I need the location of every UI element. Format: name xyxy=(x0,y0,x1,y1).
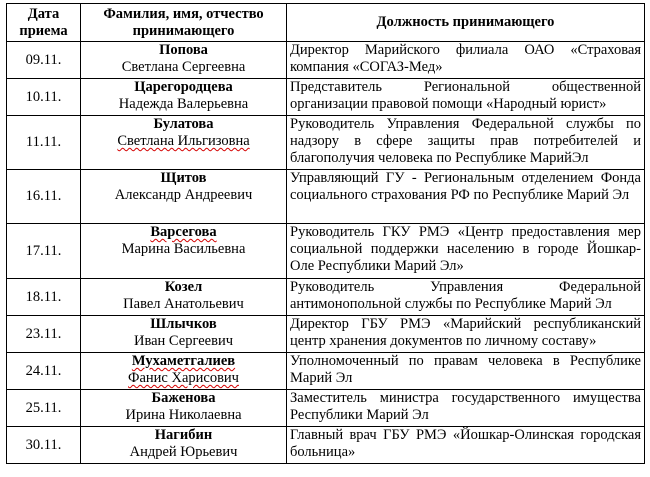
reception-date: 11.11. xyxy=(7,116,81,170)
table-header-row xyxy=(7,4,645,42)
receiver-name-cell xyxy=(81,316,287,353)
table-row xyxy=(7,79,645,116)
header-name: Фамилия, имя, отчество принимающего xyxy=(81,4,287,42)
reception-date: 10.11. xyxy=(7,79,81,116)
header-date: Дата приема xyxy=(7,4,81,42)
receiver-position: Управляющий ГУ - Региональным отделением Фонда социального страхования РФ по Республике Марий Эл xyxy=(287,170,645,224)
receiver-given-names: Андрей Юрьевич xyxy=(129,444,238,460)
table-row xyxy=(7,316,645,353)
header-position: Должность принимающего xyxy=(287,4,645,42)
receiver-position: Руководитель ГКУ РМЭ «Центр предоставления мер социальной поддержки населению в городе Йошкар-Оле Республики Марий Эл» xyxy=(287,224,645,279)
receiver-position: Главный врач ГБУ РМЭ «Йошкар-Олинская городская больница» xyxy=(287,427,645,464)
reception-date: 16.11. xyxy=(7,170,81,224)
document-page xyxy=(6,3,644,464)
receiver-name-cell xyxy=(81,224,287,279)
receiver-surname: Мухаметгалиев xyxy=(131,353,236,369)
receiver-given-names: Павел Анатольевич xyxy=(123,296,244,312)
receiver-surname: Шлычков xyxy=(150,316,217,332)
receiver-position: Заместитель министра государственного имущества Республики Марий Эл xyxy=(287,390,645,427)
receiver-given-names: Надежда Валерьевна xyxy=(118,96,249,112)
receiver-surname: Нагибин xyxy=(154,427,213,443)
table-row xyxy=(7,42,645,79)
receiver-position: Директор ГБУ РМЭ «Марийский республиканский центр хранения документов по личному составу» xyxy=(287,316,645,353)
receiver-surname: Щитов xyxy=(160,170,207,186)
reception-date: 30.11. xyxy=(7,427,81,464)
receiver-surname: Попова xyxy=(159,42,208,58)
receiver-given-names: Светлана Ильгизовна xyxy=(117,133,250,149)
reception-date: 18.11. xyxy=(7,279,81,316)
receiver-surname: Баженова xyxy=(151,390,216,406)
receiver-position: Директор Марийского филиала ОАО «Страховая компания «СОГАЗ-Мед» xyxy=(287,42,645,79)
reception-schedule-table xyxy=(6,3,645,464)
receiver-name-cell xyxy=(81,279,287,316)
table-row xyxy=(7,279,645,316)
receiver-name-cell xyxy=(81,353,287,390)
receiver-given-names: Фанис Харисович xyxy=(128,370,239,386)
receiver-given-names: Александр Андреевич xyxy=(114,187,253,203)
receiver-given-names: Марина Васильевна xyxy=(121,241,246,257)
receiver-given-names: Светлана Сергеевна xyxy=(121,59,246,75)
receiver-surname: Царегородцева xyxy=(134,79,233,95)
table-row xyxy=(7,170,645,224)
reception-date: 24.11. xyxy=(7,353,81,390)
table-row xyxy=(7,427,645,464)
receiver-surname: Козел xyxy=(164,279,203,295)
receiver-name-cell xyxy=(81,427,287,464)
receiver-position: Представитель Региональной общественной организации правовой помощи «Народный юрист» xyxy=(287,79,645,116)
reception-date: 09.11. xyxy=(7,42,81,79)
receiver-position: Руководитель Управления Федеральной службы по надзору в сфере защиты прав потребителей и благополучия человека по Республике МарийЭл xyxy=(287,116,645,170)
table-row xyxy=(7,353,645,390)
receiver-given-names: Ирина Николаевна xyxy=(125,407,242,423)
table-row xyxy=(7,224,645,279)
receiver-name-cell xyxy=(81,116,287,170)
receiver-surname: Булатова xyxy=(153,116,214,132)
receiver-name-cell xyxy=(81,390,287,427)
receiver-position: Руководитель Управления Федеральной антимонопольной службы по Республике Марий Эл xyxy=(287,279,645,316)
receiver-position: Уполномоченный по правам человека в Республике Марий Эл xyxy=(287,353,645,390)
receiver-surname: Варсегова xyxy=(150,224,217,240)
receiver-given-names: Иван Сергеевич xyxy=(133,333,233,349)
reception-date: 23.11. xyxy=(7,316,81,353)
receiver-name-cell xyxy=(81,42,287,79)
reception-date: 17.11. xyxy=(7,224,81,279)
reception-date: 25.11. xyxy=(7,390,81,427)
receiver-name-cell xyxy=(81,170,287,224)
table-row xyxy=(7,116,645,170)
receiver-name-cell xyxy=(81,79,287,116)
table-row xyxy=(7,390,645,427)
